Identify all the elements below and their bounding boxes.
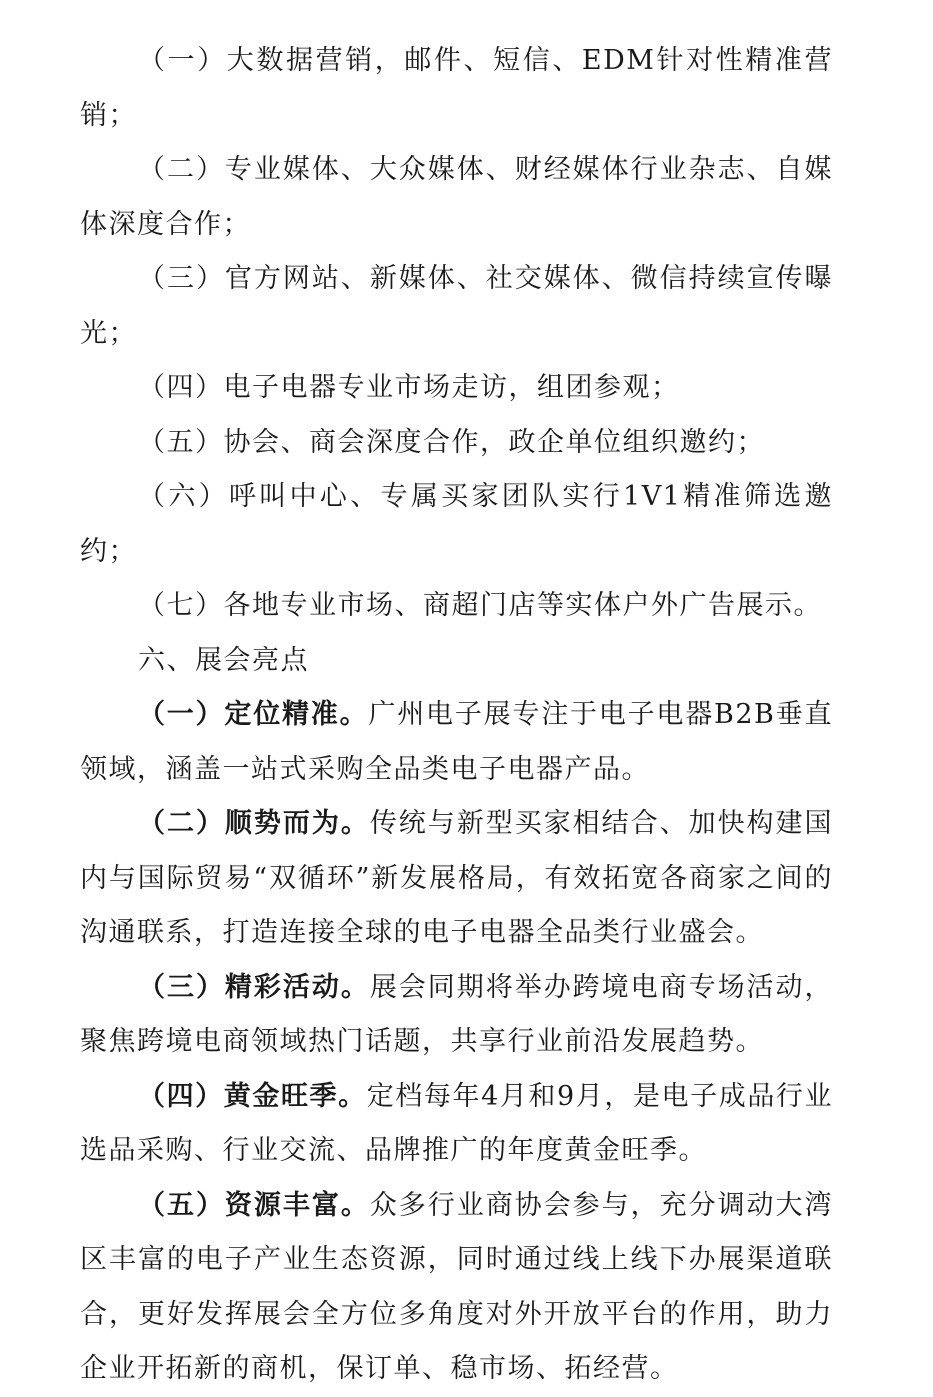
highlight-4-text: 定档每年4月和9月，是电子成品行业选品采购、行业交流、品牌推广的年度黄金旺季。 <box>80 1080 834 1166</box>
highlight-5-text: 众多行业商协会参与，充分调动大湾区丰富的电子产业生态资源，同时通过线上线下办展渠道联合，更好发挥展会全方位多角度对外开放平台的作用，助力企业开拓新的商机，保订单、稳市场、拓经营。 <box>80 1189 834 1384</box>
highlight-3-text: 展会同期将举办跨境电商专场活动，聚焦跨境电商领域热门话题，共享行业前沿发展趋势。 <box>80 971 834 1057</box>
list-item-4: （四）电子电器专业市场走访，组团参观； <box>138 372 680 403</box>
highlight-1-text: 广州电子展专注于电子电器B2B垂直领域，涵盖一站式采购全品类电子电器产品。 <box>80 699 833 785</box>
highlight-4-lead: （四）黄金旺季。 <box>138 1080 367 1112</box>
list-item-5: （五）协会、商会深度合作，政企单位组织邀约； <box>138 426 765 458</box>
highlight-4 <box>80 1070 833 1179</box>
section-heading: 六、展会亮点 <box>138 644 309 676</box>
highlight-2-text: 传统与新型买家相结合、加快构建国内与国际贸易“双循环”新发展格局，有效拓宽各商家之间的沟通联系，打造连接全球的电子电器全品类行业盛会。 <box>80 808 834 948</box>
highlight-5-lead: （五）资源丰富。 <box>138 1189 370 1221</box>
list-item-1: （一）大数据营销，邮件、短信、EDM针对性精准营销； <box>80 45 833 131</box>
highlight-3 <box>80 961 833 1070</box>
highlight-2-lead: （二）顺势而为。 <box>138 808 370 839</box>
highlight-1 <box>80 688 833 797</box>
list-item-6: （六）呼叫中心、专属买家团队实行1V1精准筛选邀约； <box>80 481 833 567</box>
highlight-5 <box>80 1179 833 1397</box>
list-item-2: （二）专业媒体、大众媒体、财经媒体行业杂志、自媒体深度合作； <box>80 154 833 240</box>
highlight-1-lead: （一）定位精准。 <box>138 699 369 730</box>
highlight-2 <box>80 797 833 961</box>
list-item-3: （三）官方网站、新媒体、社交媒体、微信持续宣传曝光； <box>80 263 833 349</box>
list-item-7: （七）各地专业市场、商超门店等实体户外广告展示。 <box>138 590 822 621</box>
highlight-3-lead: （三）精彩活动。 <box>138 971 370 1003</box>
